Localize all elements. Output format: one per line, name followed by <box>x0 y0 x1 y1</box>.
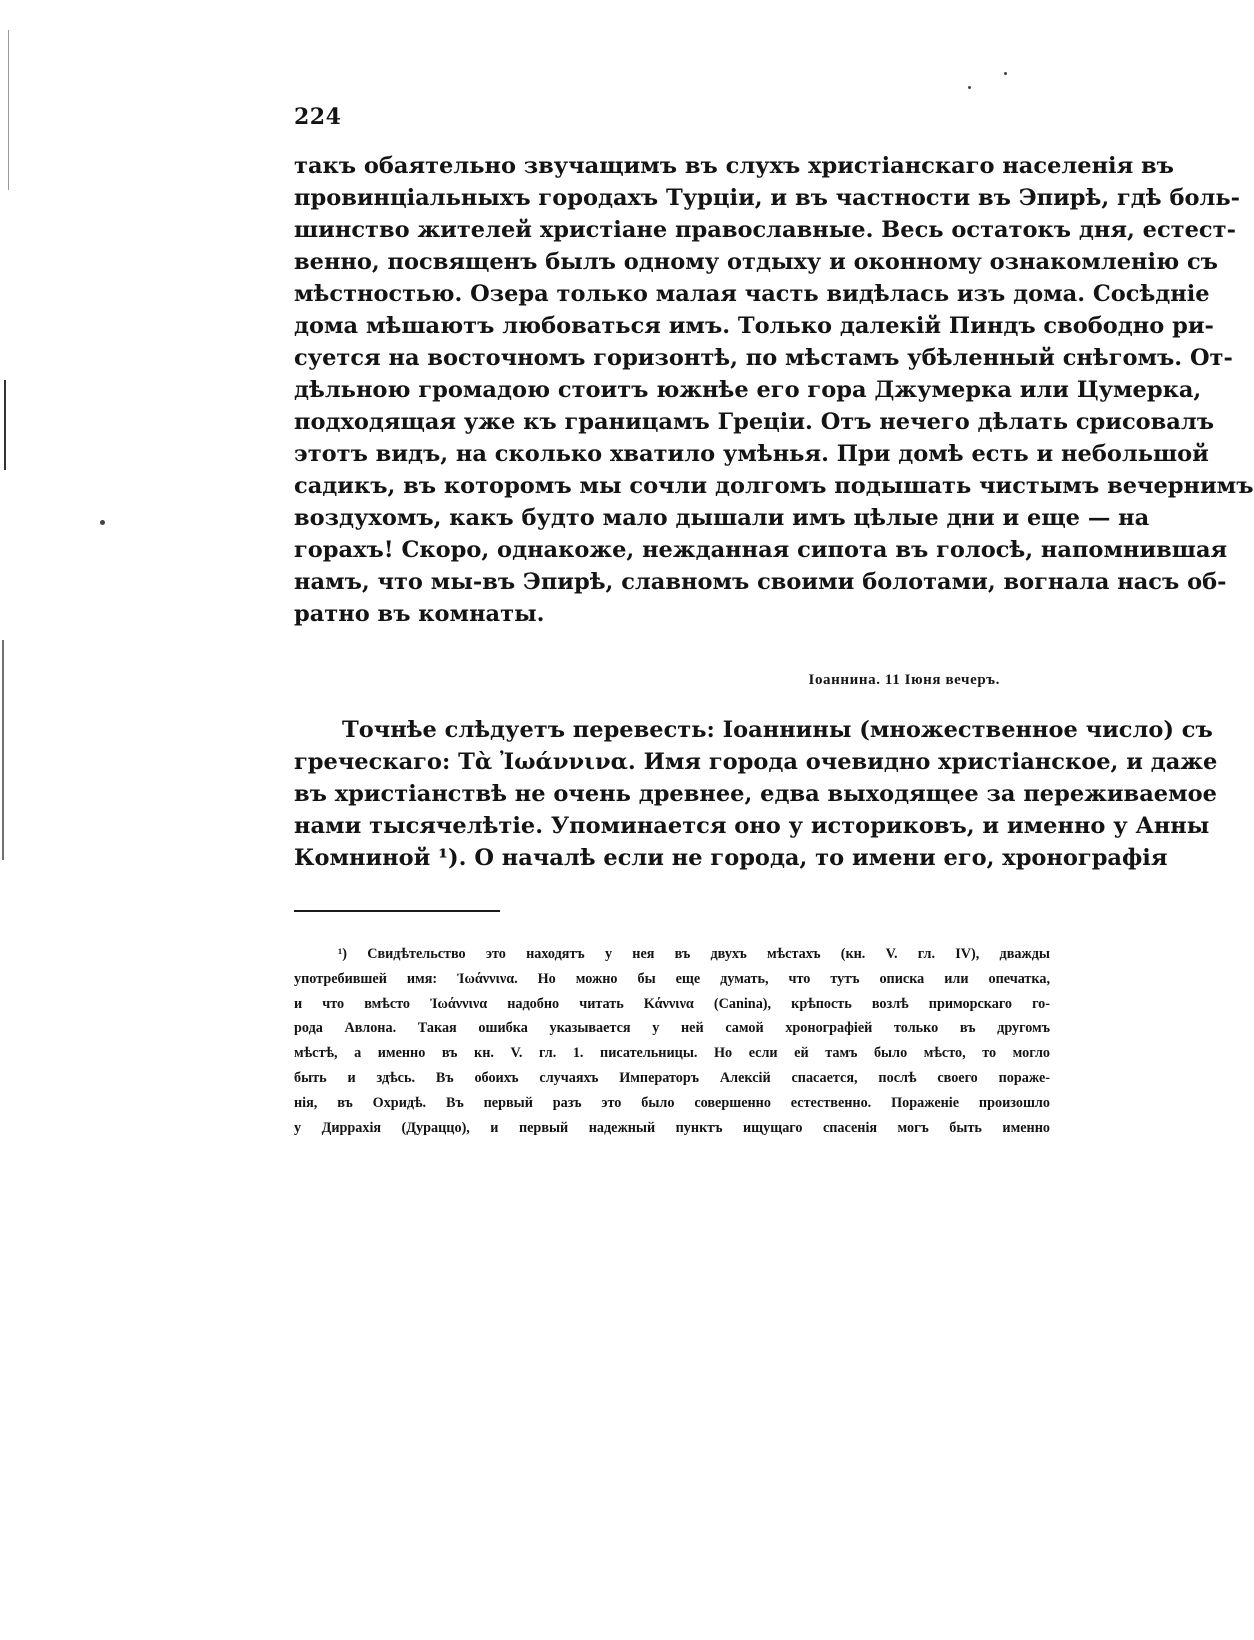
text-line: дѣльною громадою стоитъ южнѣе его гора Джумерка или Цумерка, <box>294 377 1202 403</box>
footnote-line: ¹) Свидѣтельство это находятъ у нея въ двухъ мѣстахъ (кн. V. гл. IV), дважды <box>338 946 1050 962</box>
text-line: воздухомъ, какъ будто мало дышали имъ цѣлые дни и еще — на <box>294 505 1150 531</box>
text-line: горахъ! Скоро, однакоже, нежданная сипота въ голосѣ, напомнившая <box>294 537 1228 563</box>
footnote-line: нія, въ Охридѣ. Въ первый разъ это было совершенно естественно. Пораженіе произошло <box>294 1094 1050 1111</box>
scan-edge-mark <box>4 380 6 470</box>
text-line: греческаго: Τὰ Ἰωάννινα. Имя города очевидно христіанское, и даже <box>294 749 1218 775</box>
text-line: шинство жителей христіане православные. Весь остатокъ дня, естест- <box>294 217 1236 243</box>
text-line: провинціальныхъ городахъ Турціи, и въ частности въ Эпирѣ, гдѣ боль- <box>294 185 1240 211</box>
text-line: ратно въ комнаты. <box>294 601 545 627</box>
text-line: суется на восточномъ горизонтѣ, по мѣстамъ убѣленный снѣгомъ. От- <box>294 345 1233 371</box>
second-paragraph <box>294 714 1218 874</box>
footnote-separator <box>294 910 500 912</box>
footnote-line: и что вмѣсто Ἰωάννινα надобно читать Κάννινα (Canina), крѣпость возлѣ приморскаго го- <box>294 995 1050 1012</box>
footnote-line: у Диррахія (Дураццо), и первый надежный пунктъ ищущаго спасенія могъ быть именно <box>294 1119 1050 1136</box>
scan-edge-mark <box>2 640 4 860</box>
text-line: намъ, что мы-въ Эпирѣ, славномъ своими болотами, вогнала насъ об- <box>294 569 1227 595</box>
text-line: венно, посвященъ былъ одному отдыху и оконному ознакомленію съ <box>294 249 1218 275</box>
text-line: Комниной ¹). О началѣ если не города, то имени его, хронографія <box>294 845 1168 871</box>
dateline: Іоаннина. 11 Іюня вечеръ. <box>808 672 1000 688</box>
scan-dust <box>100 520 105 525</box>
scan-dust <box>1004 72 1007 75</box>
footnote-line: рода Авлона. Такая ошибка указывается у ней самой хронографіей только въ другомъ <box>294 1020 1050 1037</box>
scan-edge-mark <box>8 30 9 190</box>
text-line: въ христіанствѣ не очень древнее, едва выходящее за переживаемое <box>294 781 1217 807</box>
footnote-line: мѣстѣ, а именно въ кн. V. гл. 1. писательницы. Но если ей тамъ было мѣсто, то могло <box>294 1045 1050 1062</box>
text-line: дома мѣшаютъ любоваться имъ. Только далекій Пиндъ свободно ри- <box>294 313 1214 339</box>
footnote-line: быть и здѣсь. Въ обоихъ случаяхъ Императоръ Алексій спасается, послѣ своего пораже- <box>294 1069 1050 1086</box>
text-line: нами тысячелѣтіе. Упоминается оно у историковъ, и именно у Анны <box>294 813 1210 839</box>
page-number: 224 <box>294 104 342 130</box>
text-line: такъ обаятельно звучащимъ въ слухъ христіанскаго населенія въ <box>294 153 1174 179</box>
footnote <box>294 942 1050 1140</box>
text-line: этотъ видъ, на сколько хватило умѣнья. При домѣ есть и небольшой <box>294 441 1209 467</box>
text-line: Точнѣе слѣдуетъ перевесть: Іоаннины (множественное число) съ <box>342 717 1213 743</box>
main-paragraph <box>294 150 1254 630</box>
text-line: мѣстностью. Озера только малая часть видѣлась изъ дома. Сосѣдніе <box>294 281 1210 307</box>
scan-dust <box>968 86 971 89</box>
footnote-line: употребившей имя: Ἰωάννινα. Но можно бы еще думать, что тутъ описка или опечатка, <box>294 970 1050 987</box>
text-line: садикъ, въ которомъ мы сочли долгомъ подышать чистымъ вечернимъ <box>294 473 1254 499</box>
text-line: подходящая уже къ границамъ Греціи. Отъ нечего дѣлать срисовалъ <box>294 409 1215 435</box>
